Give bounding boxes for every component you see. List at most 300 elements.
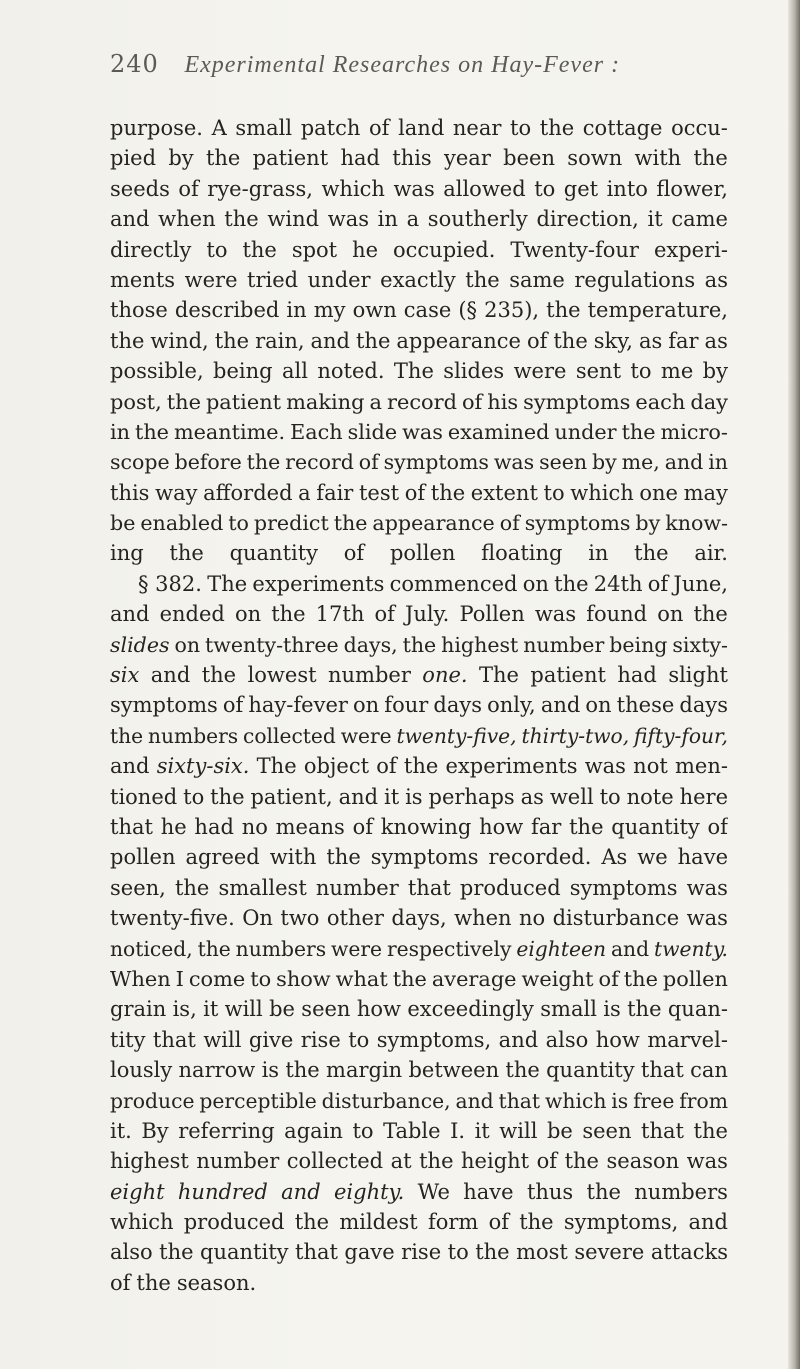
word: experiments bbox=[445, 754, 578, 779]
word: which bbox=[110, 1210, 174, 1235]
word: in bbox=[110, 419, 131, 444]
word: tity bbox=[110, 1027, 146, 1052]
word: which bbox=[570, 480, 634, 505]
word: marvel- bbox=[647, 1027, 728, 1052]
word: the bbox=[505, 1058, 540, 1083]
word: sky, bbox=[593, 328, 633, 353]
word: gave bbox=[344, 1240, 395, 1265]
word: collected bbox=[286, 1149, 384, 1174]
word: numbers bbox=[235, 936, 327, 961]
word: and bbox=[610, 936, 650, 961]
word: as bbox=[520, 784, 544, 809]
word: the bbox=[546, 298, 581, 323]
text-line bbox=[110, 143, 728, 173]
word: were bbox=[184, 267, 238, 292]
word: ended bbox=[159, 602, 225, 627]
word: found bbox=[586, 602, 648, 627]
text-line bbox=[110, 174, 728, 204]
word: extent bbox=[470, 480, 538, 505]
text-line bbox=[110, 599, 728, 629]
word: was bbox=[493, 450, 535, 475]
word: afforded bbox=[203, 480, 293, 505]
word: the bbox=[246, 450, 281, 475]
word: Twenty-four bbox=[510, 237, 639, 262]
page-edge bbox=[788, 0, 800, 1369]
word: patient bbox=[205, 389, 282, 414]
word: that bbox=[295, 1240, 338, 1265]
word: small bbox=[540, 997, 597, 1022]
word: allowed bbox=[443, 176, 526, 201]
word: free bbox=[633, 1088, 675, 1113]
word: also bbox=[110, 1240, 153, 1265]
word: respectively bbox=[386, 936, 512, 961]
word: We bbox=[417, 1179, 450, 1204]
word: the bbox=[564, 1149, 599, 1174]
word: under bbox=[554, 419, 617, 444]
word: noticed, bbox=[110, 936, 193, 961]
word: as bbox=[638, 328, 663, 353]
word: Pollen bbox=[459, 602, 525, 627]
word: the bbox=[166, 389, 201, 414]
word: near bbox=[452, 116, 502, 140]
word: height bbox=[461, 1149, 530, 1174]
word: from bbox=[679, 1088, 728, 1113]
word: far bbox=[531, 814, 562, 839]
word: of bbox=[369, 116, 390, 140]
word: as bbox=[704, 328, 728, 353]
word: to bbox=[183, 784, 205, 809]
word: experiments bbox=[252, 571, 385, 596]
word: (§ bbox=[458, 298, 478, 323]
text-line bbox=[110, 690, 728, 720]
word: was bbox=[584, 754, 626, 779]
text-line bbox=[110, 751, 728, 781]
word: The bbox=[479, 663, 519, 688]
word: narrow bbox=[178, 1058, 256, 1083]
word: symptoms bbox=[569, 875, 678, 900]
word: seen bbox=[301, 997, 351, 1022]
word: cottage bbox=[582, 116, 663, 140]
word: as bbox=[704, 267, 728, 292]
word: it bbox=[647, 207, 663, 232]
word: what bbox=[335, 966, 388, 991]
word: disturbance bbox=[552, 906, 680, 931]
word: when bbox=[454, 906, 512, 931]
word: had bbox=[340, 146, 380, 171]
word: the bbox=[110, 328, 145, 353]
word: seen bbox=[582, 1118, 632, 1143]
word: most bbox=[516, 1240, 568, 1265]
word: the bbox=[693, 1118, 728, 1143]
word: air. bbox=[694, 541, 728, 566]
word: was bbox=[402, 419, 443, 444]
word: when bbox=[158, 207, 216, 232]
word: perhaps bbox=[428, 784, 515, 809]
word: ments bbox=[110, 267, 176, 292]
word: wind, bbox=[150, 328, 209, 353]
word: disturbance, bbox=[321, 1088, 451, 1113]
word: number bbox=[196, 1149, 280, 1174]
word: the bbox=[465, 267, 500, 292]
word: no bbox=[519, 906, 546, 931]
word: the bbox=[519, 1210, 554, 1235]
word: can bbox=[690, 1058, 728, 1083]
word: produce bbox=[110, 1088, 195, 1113]
word: to bbox=[599, 784, 621, 809]
word: and bbox=[281, 1179, 321, 1204]
word: produced bbox=[459, 875, 561, 900]
word: quantity bbox=[611, 814, 700, 839]
word: me bbox=[660, 359, 694, 384]
word: Table bbox=[383, 1118, 441, 1143]
word: fifty-four, bbox=[634, 723, 728, 748]
word: The bbox=[207, 571, 248, 596]
word: the bbox=[569, 814, 604, 839]
word: of bbox=[404, 480, 426, 505]
word: the bbox=[134, 419, 169, 444]
word: each bbox=[635, 389, 686, 414]
word: days, bbox=[391, 906, 447, 931]
word: of bbox=[376, 754, 397, 779]
word: to bbox=[447, 1240, 469, 1265]
word: days, bbox=[343, 632, 398, 657]
word: it bbox=[384, 784, 400, 809]
word: the bbox=[136, 1270, 171, 1295]
word: and bbox=[338, 784, 379, 809]
word: exactly bbox=[380, 267, 456, 292]
word: Each bbox=[290, 419, 343, 444]
word: quantity bbox=[546, 1058, 635, 1083]
word: lowest bbox=[247, 663, 317, 688]
word: it bbox=[474, 1118, 490, 1143]
word: the bbox=[554, 571, 589, 596]
text-line bbox=[110, 842, 728, 872]
word: making bbox=[286, 389, 365, 414]
word: way bbox=[155, 480, 198, 505]
word: hundred bbox=[177, 1179, 268, 1204]
word: get bbox=[563, 176, 599, 201]
word: and bbox=[540, 693, 581, 718]
word: being bbox=[213, 359, 273, 384]
word: commenced bbox=[389, 571, 518, 596]
word: the bbox=[403, 754, 439, 779]
word: men- bbox=[674, 754, 728, 779]
word: direction, bbox=[536, 207, 639, 232]
word: I. bbox=[450, 1118, 466, 1143]
word: the bbox=[271, 602, 306, 627]
word: southerly bbox=[427, 207, 528, 232]
word: that bbox=[407, 875, 451, 900]
word: § 382. bbox=[138, 571, 202, 596]
word: on bbox=[657, 602, 684, 627]
word: of bbox=[526, 328, 548, 353]
word: A bbox=[211, 116, 227, 140]
word: were bbox=[340, 723, 392, 748]
word: pollen bbox=[110, 845, 176, 870]
word: will bbox=[499, 1118, 538, 1143]
text-line bbox=[110, 387, 728, 417]
word: me, bbox=[621, 450, 660, 475]
word: on bbox=[585, 693, 612, 718]
word: small bbox=[235, 116, 293, 140]
text-line bbox=[110, 478, 728, 508]
word: on bbox=[522, 571, 549, 596]
word: seen bbox=[539, 450, 588, 475]
word: flower, bbox=[656, 176, 728, 201]
word: wind bbox=[267, 207, 320, 232]
word: was bbox=[393, 176, 435, 201]
word: weight bbox=[521, 966, 594, 991]
word: it. bbox=[110, 1118, 132, 1143]
word: appearance bbox=[372, 511, 495, 536]
word: is bbox=[261, 1058, 280, 1083]
word: hay-fever bbox=[248, 693, 348, 718]
word: how bbox=[356, 997, 401, 1022]
word: highest bbox=[441, 632, 519, 657]
word: 17th bbox=[315, 602, 365, 627]
word: was bbox=[686, 875, 728, 900]
word: the bbox=[201, 663, 237, 688]
word: numbers bbox=[634, 1179, 728, 1204]
word: was bbox=[327, 207, 369, 232]
word: experi- bbox=[653, 237, 728, 262]
word: directly bbox=[110, 237, 192, 262]
word: of bbox=[598, 966, 619, 991]
word: the bbox=[355, 328, 391, 353]
word: predict bbox=[253, 511, 329, 536]
word: sixty- bbox=[672, 632, 728, 657]
word: which bbox=[321, 176, 385, 201]
word: the bbox=[242, 237, 277, 262]
text-line bbox=[110, 1268, 728, 1298]
text-line bbox=[110, 660, 728, 690]
text-line bbox=[110, 812, 728, 842]
word: the bbox=[634, 541, 669, 566]
word: regulations bbox=[574, 267, 696, 292]
word: occupied. bbox=[393, 237, 496, 262]
word: the bbox=[430, 480, 466, 505]
word: fair bbox=[316, 480, 354, 505]
word: one. bbox=[422, 663, 468, 688]
word: the bbox=[586, 1179, 621, 1204]
word: enabled bbox=[140, 511, 224, 536]
word: tried bbox=[247, 267, 299, 292]
word: the bbox=[205, 146, 241, 171]
word: year bbox=[444, 146, 491, 171]
text-line bbox=[110, 508, 728, 538]
word: the bbox=[210, 784, 245, 809]
text-line bbox=[110, 295, 728, 325]
word: we bbox=[637, 845, 668, 870]
word: with bbox=[634, 146, 682, 171]
word: may bbox=[683, 480, 728, 505]
word: slight bbox=[668, 663, 728, 688]
text-line bbox=[110, 721, 728, 751]
word: a bbox=[298, 480, 311, 505]
word: this bbox=[110, 480, 150, 505]
word: same bbox=[509, 267, 565, 292]
word: by bbox=[702, 359, 728, 384]
word: The bbox=[256, 754, 297, 779]
text-line bbox=[110, 1207, 728, 1237]
text-line bbox=[110, 873, 728, 903]
word: also bbox=[545, 1027, 589, 1052]
word: the bbox=[197, 936, 231, 961]
word: and bbox=[150, 663, 191, 688]
word: grain bbox=[110, 997, 167, 1022]
word: how bbox=[479, 814, 524, 839]
word: and bbox=[110, 207, 150, 232]
word: record bbox=[386, 389, 457, 414]
word: only, bbox=[487, 693, 536, 718]
text-line bbox=[110, 447, 728, 477]
word: this bbox=[392, 146, 432, 171]
word: margin bbox=[326, 1058, 403, 1083]
word: how bbox=[595, 1027, 640, 1052]
word: with bbox=[269, 845, 317, 870]
word: on bbox=[174, 632, 201, 657]
text-line bbox=[110, 113, 728, 143]
word: attacks bbox=[650, 1240, 728, 1265]
word: a bbox=[369, 389, 382, 414]
word: had bbox=[194, 814, 234, 839]
word: eighty. bbox=[333, 1179, 405, 1204]
word: at bbox=[390, 1149, 412, 1174]
word: twenty-five. bbox=[110, 906, 235, 931]
word: tioned bbox=[110, 784, 178, 809]
word: before bbox=[174, 450, 242, 475]
word: by bbox=[592, 450, 617, 475]
text-line bbox=[110, 630, 728, 660]
word: and bbox=[688, 1210, 728, 1235]
word: June, bbox=[673, 571, 728, 596]
word: own bbox=[352, 298, 397, 323]
word: thirty-two, bbox=[521, 723, 630, 748]
word: pollen bbox=[389, 541, 456, 566]
word: object bbox=[303, 754, 370, 779]
word: of bbox=[536, 1149, 558, 1174]
word: by bbox=[168, 146, 194, 171]
running-header bbox=[110, 50, 670, 90]
word: and bbox=[310, 328, 351, 353]
word: patient bbox=[252, 146, 329, 171]
word: that bbox=[641, 1118, 684, 1143]
word: give bbox=[248, 1027, 294, 1052]
word: had bbox=[617, 663, 657, 688]
word: temperature, bbox=[587, 298, 728, 323]
word: the bbox=[174, 875, 210, 900]
word: ing bbox=[110, 541, 144, 566]
word: produced bbox=[183, 1210, 285, 1235]
word: rain, bbox=[255, 328, 305, 353]
text-line bbox=[110, 235, 728, 265]
word: note bbox=[626, 784, 674, 809]
text-line bbox=[110, 1237, 728, 1267]
word: 235), bbox=[484, 298, 540, 323]
word: have bbox=[463, 1179, 514, 1204]
word: will bbox=[203, 1027, 242, 1052]
word: agreed bbox=[185, 845, 260, 870]
word: the bbox=[402, 632, 437, 657]
word: form bbox=[427, 1210, 479, 1235]
text-line bbox=[110, 782, 728, 812]
word: twenty-three bbox=[204, 632, 339, 657]
word: seen, bbox=[110, 875, 166, 900]
word: no bbox=[241, 814, 268, 839]
word: case bbox=[403, 298, 452, 323]
word: recorded. bbox=[488, 845, 592, 870]
word: in bbox=[588, 541, 609, 566]
word: he bbox=[160, 814, 187, 839]
word: the bbox=[539, 116, 575, 140]
text-line bbox=[110, 934, 728, 964]
word: number bbox=[523, 632, 605, 657]
word: the bbox=[693, 602, 728, 627]
word: the bbox=[392, 966, 427, 991]
word: rye-grass, bbox=[207, 176, 313, 201]
word: on bbox=[234, 602, 262, 627]
word: be bbox=[110, 511, 136, 536]
word: the bbox=[169, 541, 204, 566]
word: collected bbox=[243, 723, 336, 748]
text-line bbox=[110, 1086, 728, 1116]
word: the bbox=[224, 207, 259, 232]
word: of bbox=[499, 511, 520, 536]
word: of bbox=[352, 814, 373, 839]
text-line bbox=[110, 964, 728, 994]
word: the bbox=[294, 1210, 330, 1235]
word: symptoms bbox=[370, 845, 479, 870]
word: know- bbox=[665, 511, 728, 536]
running-title: Experimental Researches on Hay-Fever : bbox=[184, 52, 621, 78]
word: be bbox=[546, 1118, 573, 1143]
word: purpose. bbox=[110, 116, 203, 140]
word: and bbox=[498, 1027, 539, 1052]
word: occu- bbox=[671, 116, 728, 140]
text-line bbox=[110, 1177, 728, 1207]
word: that bbox=[498, 1088, 541, 1113]
text-line bbox=[110, 1116, 728, 1146]
text-line bbox=[110, 204, 728, 234]
word: in bbox=[286, 298, 307, 323]
word: symptoms bbox=[523, 389, 631, 414]
word: not bbox=[633, 754, 668, 779]
word: under bbox=[307, 267, 371, 292]
word: six bbox=[110, 663, 140, 688]
word: July. bbox=[404, 602, 450, 627]
text-line bbox=[110, 1025, 728, 1055]
word: to bbox=[543, 480, 565, 505]
word: I bbox=[175, 966, 184, 991]
word: micro- bbox=[660, 419, 728, 444]
word: examined bbox=[447, 419, 550, 444]
word: was bbox=[534, 602, 577, 627]
word: and bbox=[664, 450, 704, 475]
word: symptoms bbox=[110, 693, 218, 718]
word: were bbox=[331, 936, 383, 961]
word: sent bbox=[575, 359, 622, 384]
word: post, bbox=[110, 389, 162, 414]
word: a bbox=[406, 207, 420, 232]
word: into bbox=[606, 176, 648, 201]
word: record bbox=[285, 450, 354, 475]
word: of bbox=[222, 693, 244, 718]
word: of bbox=[647, 571, 669, 596]
word: slide bbox=[347, 419, 398, 444]
word: severe bbox=[574, 1240, 645, 1265]
word: on bbox=[353, 693, 380, 718]
word: floating bbox=[481, 541, 563, 566]
